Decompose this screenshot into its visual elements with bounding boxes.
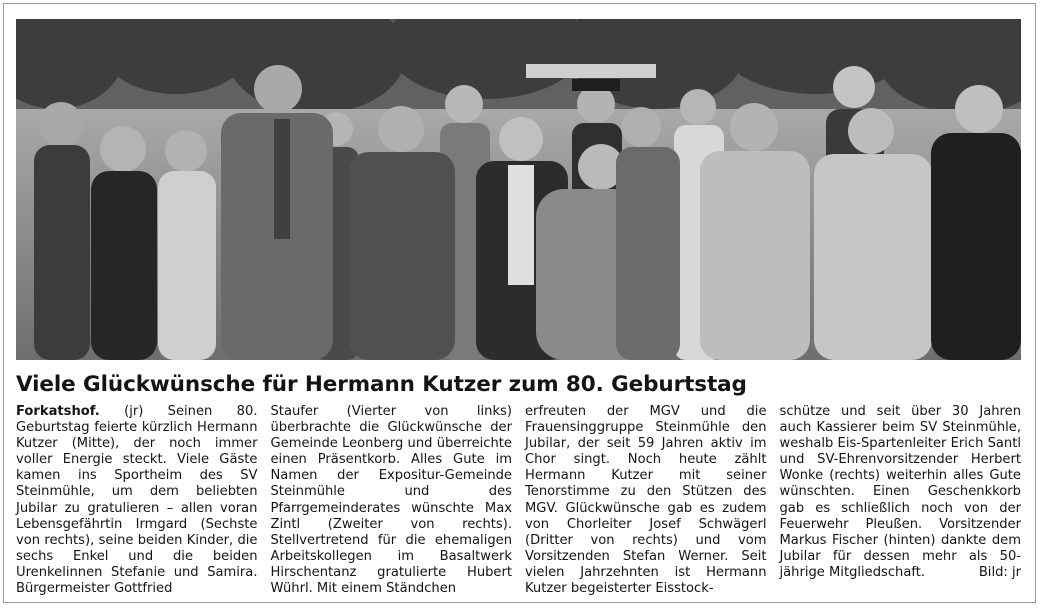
paragraph — [16, 404, 258, 597]
column-text: (jr) Seinen 80. Geburtstag feierte kürzlich Hermann Kutzer (Mitte), der noch immer voller Energie steckt. Viele Gäste kamen ins Sportheim des SV Steinmühle, um dem beliebten Jubilar zu gratulieren – allen voran Lebensgefährtin Irmgard (Sechste von rechts), seine beiden Kinder, die sechs Enkel und die beiden Urenkelinnen Stefanie und Samira. Bürgermeister Gottfried — [16, 404, 258, 597]
article-column-4 — [780, 404, 1022, 596]
headline: Viele Glückwünsche für Hermann Kutzer zum 80. Geburtstag — [16, 372, 747, 397]
group-photo-illustration — [16, 19, 1021, 360]
article-column-2 — [271, 404, 513, 596]
photo-credit: Bild: jr — [978, 564, 1021, 580]
column-text: Staufer (Vierter von links) überbrachte die Glückwünsche der Gemeinde Leonberg und überreichte einen Präsentkorb. Alles Gute im Namen der Expositur-Gemeinde Steinmühle und des Pfarrgemeinderates wünschte Max Zintl (Zweiter von rechts). Stellvertretend für die ehemaligen Arbeitskollegen im Basaltwerk Hirschentanz gratulierte Hubert Wührl. Mit einem Ständchen — [270, 404, 512, 597]
article-column-3 — [525, 404, 767, 596]
column-text: schütze und seit über 30 Jahren auch Kassierer beim SV Steinmühle, weshalb Eis-Spartenleiter Erich Santl und SV-Ehrenvorsitzender Herbert Wonke (rechts) weiterhin alles Gute wünschten. Einen Geschenkkorb gab es schließlich noch von der Feuerwehr Pleußen. Vorsitzender Markus Fischer (hinten) dankte dem Jubilar für dessen mehr als 50-jährige Mitgliedschaft. — [779, 404, 1021, 580]
article-body — [16, 404, 1021, 596]
paragraph — [780, 404, 1022, 581]
article-column-1 — [16, 404, 258, 596]
dateline: Forkatshof. — [16, 404, 100, 419]
sign-board — [526, 64, 656, 78]
column-text: erfreuten der MGV und die Frauensinggruppe Steinmühle den Jubilar, der seit 59 Jahren aktiv im Chor singt. Noch heute zählt Hermann Kutzer mit seiner Tenorstimme zu den Stützen des MGV. Glückwünsche gab es zudem von Chorleiter Josef Schwägerl (Dritter von rechts) und vom Vorsitzenden Stefan Werner. Seit vielen Jahrzehnten ist Hermann Kutzer begeisterter Eisstock- — [525, 404, 767, 597]
group-photo — [16, 19, 1021, 360]
